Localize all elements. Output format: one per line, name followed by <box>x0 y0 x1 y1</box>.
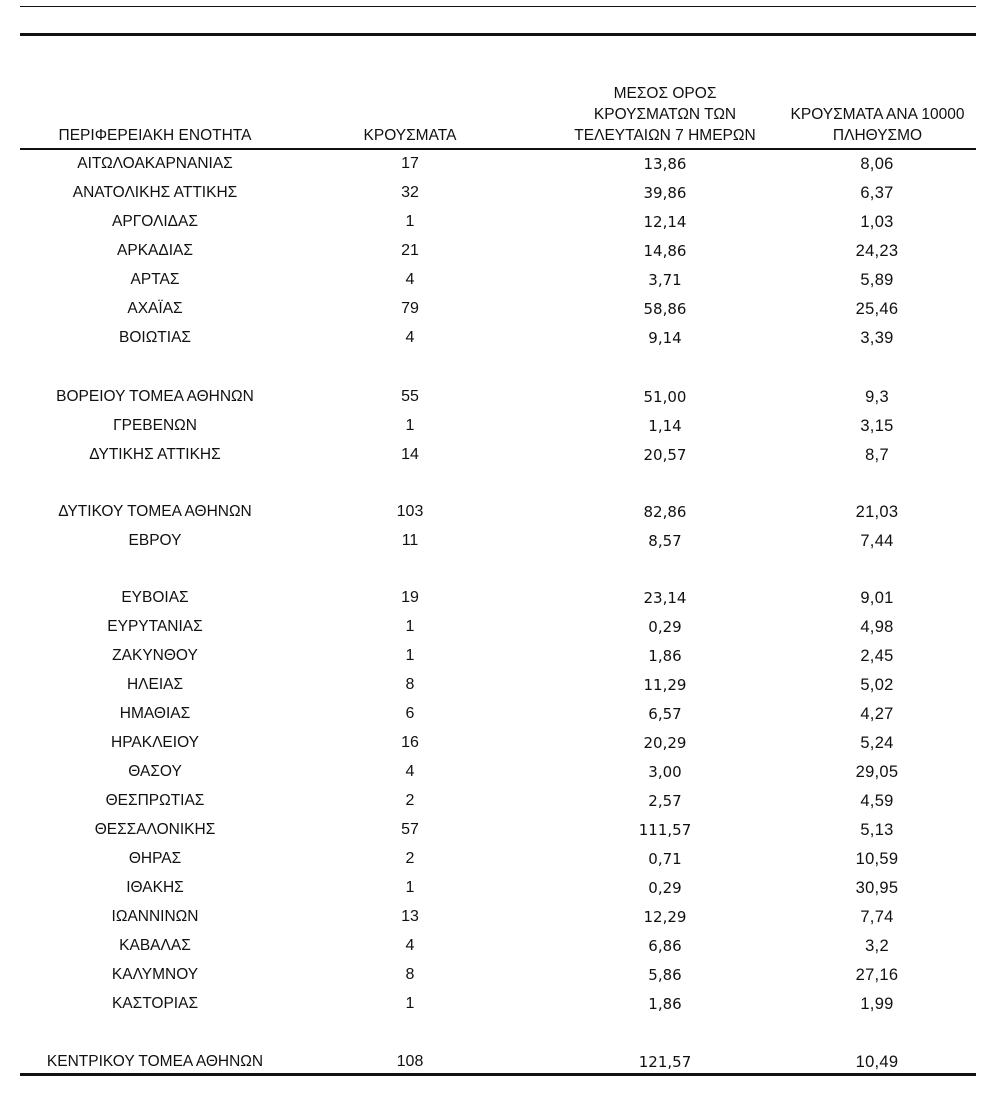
cell-7day-average: 13,86 <box>643 155 687 173</box>
cell-cases-per-10000: 8,06 <box>860 155 894 173</box>
table-row <box>0 642 990 670</box>
cell-cases-per-10000: 27,16 <box>855 966 899 984</box>
cell-region: ΘΗΡΑΣ <box>128 850 182 867</box>
cell-region: ΕΥΡΥΤΑΝΙΑΣ <box>107 618 203 635</box>
cell-region: ΗΡΑΚΛΕΙΟΥ <box>111 734 199 751</box>
table-row <box>0 874 990 902</box>
cell-7day-average: 11,29 <box>643 676 687 694</box>
cell-cases-per-10000: 7,74 <box>860 908 894 926</box>
cell-region: ΗΜΑΘΙΑΣ <box>119 705 191 722</box>
cell-cases-per-10000: 1,99 <box>860 995 894 1013</box>
table-row <box>0 383 990 411</box>
cell-region: ΚΑΛΥΜΝΟΥ <box>111 966 199 983</box>
cell-cases-per-10000: 6,37 <box>860 184 894 202</box>
cell-7day-average: 121,57 <box>638 1053 692 1071</box>
cell-7day-average: 8,57 <box>648 532 682 550</box>
cell-cases: 1 <box>405 618 415 635</box>
cell-region: ΕΥΒΟΙΑΣ <box>121 589 189 606</box>
table-row <box>0 932 990 960</box>
cell-region: ΘΕΣΠΡΩΤΙΑΣ <box>105 792 205 809</box>
cell-region: ΘΑΣΟΥ <box>128 763 182 780</box>
cell-cases: 2 <box>405 792 415 809</box>
header-line: ΚΡΟΥΣΜΑΤΩΝ ΤΩΝ <box>593 106 737 123</box>
cell-cases: 4 <box>405 271 415 288</box>
cell-cases: 2 <box>405 850 415 867</box>
header-line: ΤΕΛΕΥΤΑΙΩΝ 7 ΗΜΕΡΩΝ <box>574 127 756 144</box>
table-row <box>0 700 990 728</box>
cell-7day-average: 6,57 <box>648 705 682 723</box>
cell-region: ΑΡΤΑΣ <box>130 271 180 288</box>
cell-7day-average: 0,29 <box>648 879 682 897</box>
table-row <box>0 150 990 178</box>
cell-region: ΖΑΚΥΝΘΟΥ <box>112 647 198 664</box>
cell-cases-per-10000: 2,45 <box>860 647 894 665</box>
table-row <box>0 208 990 236</box>
cell-cases: 19 <box>401 589 419 606</box>
cell-cases: 16 <box>401 734 419 751</box>
cell-cases: 55 <box>401 388 419 405</box>
cell-7day-average: 6,86 <box>648 937 682 955</box>
table-row <box>0 295 990 323</box>
header-line: ΚΡΟΥΣΜΑΤΑ ΑΝΑ 10000 <box>790 106 965 123</box>
top-thick-rule <box>20 33 976 36</box>
cell-cases-per-10000: 3,15 <box>860 417 894 435</box>
cell-region: ΗΛΕΙΑΣ <box>126 676 184 693</box>
table-row <box>0 412 990 440</box>
cell-region: ΕΒΡΟΥ <box>128 532 182 549</box>
cell-7day-average: 9,14 <box>648 329 682 347</box>
header-line: ΠΛΗΘΥΣΜΟ <box>832 127 923 144</box>
cell-cases-per-10000: 24,23 <box>855 242 899 260</box>
table-row <box>0 613 990 641</box>
cell-cases: 1 <box>405 647 415 664</box>
cell-region: ΚΑΒΑΛΑΣ <box>119 937 191 954</box>
cell-cases: 108 <box>396 1053 424 1070</box>
header-line: ΠΕΡΙΦΕΡΕΙΑΚΗ ΕΝΟΤΗΤΑ <box>58 127 252 144</box>
cell-region: ΑΧΑΪΑΣ <box>127 300 183 317</box>
cell-7day-average: 51,00 <box>643 388 687 406</box>
table-row <box>0 441 990 469</box>
cell-7day-average: 2,57 <box>648 792 682 810</box>
cell-cases: 103 <box>396 503 424 520</box>
top-thin-rule <box>20 6 976 7</box>
table-row <box>0 961 990 989</box>
cell-7day-average: 5,86 <box>648 966 682 984</box>
table-row <box>0 237 990 265</box>
cell-cases: 13 <box>401 908 419 925</box>
cell-cases-per-10000: 4,59 <box>860 792 894 810</box>
cell-7day-average: 82,86 <box>643 503 687 521</box>
cell-region: ΔΥΤΙΚΟΥ ΤΟΜΕΑ ΑΘΗΝΩΝ <box>58 503 252 520</box>
cell-cases: 1 <box>405 995 415 1012</box>
table-row <box>0 266 990 294</box>
cell-cases-per-10000: 5,24 <box>860 734 894 752</box>
cell-cases-per-10000: 3,2 <box>865 937 889 955</box>
cell-cases: 4 <box>405 763 415 780</box>
cell-cases-per-10000: 3,39 <box>860 329 894 347</box>
table-row <box>0 527 990 555</box>
cell-7day-average: 0,71 <box>648 850 682 868</box>
cell-7day-average: 23,14 <box>643 589 687 607</box>
cell-7day-average: 1,14 <box>648 417 682 435</box>
cell-region: ΑΙΤΩΛΟΑΚΑΡΝΑΝΙΑΣ <box>77 155 233 172</box>
cell-cases-per-10000: 9,01 <box>860 589 894 607</box>
cell-cases: 17 <box>401 155 419 172</box>
cell-7day-average: 12,14 <box>643 213 687 231</box>
cell-cases: 79 <box>401 300 419 317</box>
cell-cases: 11 <box>401 532 419 549</box>
cell-7day-average: 3,00 <box>648 763 682 781</box>
cell-cases: 21 <box>401 242 419 259</box>
table-row <box>0 671 990 699</box>
cell-cases: 1 <box>405 213 415 230</box>
cell-cases: 4 <box>405 937 415 954</box>
table-row <box>0 729 990 757</box>
table-row <box>0 584 990 612</box>
cell-cases: 32 <box>401 184 419 201</box>
header-line: ΚΡΟΥΣΜΑΤΑ <box>363 127 457 144</box>
cell-cases-per-10000: 5,89 <box>860 271 894 289</box>
cell-region: ΑΡΓΟΛΙΔΑΣ <box>112 213 198 230</box>
cell-cases: 14 <box>401 446 419 463</box>
cell-7day-average: 0,29 <box>648 618 682 636</box>
cell-cases-per-10000: 9,3 <box>865 388 889 406</box>
header-line: ΜΕΣΟΣ ΟΡΟΣ <box>613 85 717 102</box>
cell-cases: 57 <box>401 821 419 838</box>
cell-7day-average: 1,86 <box>648 995 682 1013</box>
header-region <box>20 125 290 146</box>
cell-cases-per-10000: 30,95 <box>855 879 899 897</box>
cell-region: ΑΡΚΑΔΙΑΣ <box>117 242 193 259</box>
table-row <box>0 324 990 352</box>
cell-cases-per-10000: 4,98 <box>860 618 894 636</box>
cell-region: ΙΘΑΚΗΣ <box>126 879 184 896</box>
header-cases <box>340 125 480 146</box>
cell-region: ΒΟΙΩΤΙΑΣ <box>119 329 191 346</box>
cell-cases-per-10000: 7,44 <box>860 532 894 550</box>
cell-cases-per-10000: 29,05 <box>855 763 899 781</box>
table-row <box>0 903 990 931</box>
cell-region: ΒΟΡΕΙΟΥ ΤΟΜΕΑ ΑΘΗΝΩΝ <box>56 388 254 405</box>
cell-region: ΚΕΝΤΡΙΚΟΥ ΤΟΜΕΑ ΑΘΗΝΩΝ <box>46 1053 264 1070</box>
cell-cases-per-10000: 10,59 <box>855 850 899 868</box>
header-cases-per-10000 <box>765 104 990 146</box>
cell-cases: 6 <box>405 705 415 722</box>
table-row <box>0 990 990 1018</box>
cell-cases-per-10000: 25,46 <box>855 300 899 318</box>
cell-cases: 8 <box>405 676 415 693</box>
cell-cases-per-10000: 5,13 <box>860 821 894 839</box>
cell-cases: 1 <box>405 879 415 896</box>
cell-cases-per-10000: 8,7 <box>865 446 889 464</box>
table-row <box>0 845 990 873</box>
cell-7day-average: 20,57 <box>643 446 687 464</box>
cell-region: ΑΝΑΤΟΛΙΚΗΣ ΑΤΤΙΚΗΣ <box>72 184 238 201</box>
cell-7day-average: 111,57 <box>638 821 692 839</box>
cell-cases: 8 <box>405 966 415 983</box>
cell-cases-per-10000: 1,03 <box>860 213 894 231</box>
cell-region: ΘΕΣΣΑΛΟΝΙΚΗΣ <box>94 821 216 838</box>
table-row <box>0 498 990 526</box>
cell-7day-average: 39,86 <box>643 184 687 202</box>
cell-cases-per-10000: 21,03 <box>855 503 899 521</box>
cell-cases-per-10000: 4,27 <box>860 705 894 723</box>
table-header <box>0 40 990 146</box>
cell-region: ΔΥΤΙΚΗΣ ΑΤΤΙΚΗΣ <box>89 446 221 463</box>
cell-7day-average: 3,71 <box>648 271 682 289</box>
table-row <box>0 1048 990 1076</box>
cell-region: ΙΩΑΝΝΙΝΩΝ <box>111 908 199 925</box>
cell-7day-average: 1,86 <box>648 647 682 665</box>
table-row <box>0 787 990 815</box>
cell-region: ΓΡΕΒΕΝΩΝ <box>113 417 197 434</box>
table-row <box>0 179 990 207</box>
table-row <box>0 758 990 786</box>
cell-7day-average: 12,29 <box>643 908 687 926</box>
cell-7day-average: 58,86 <box>643 300 687 318</box>
header-7day-average <box>550 83 780 146</box>
bottom-rule <box>20 1073 976 1076</box>
cell-region: ΚΑΣΤΟΡΙΑΣ <box>111 995 199 1012</box>
cell-cases: 1 <box>405 417 415 434</box>
cell-cases: 4 <box>405 329 415 346</box>
cell-cases-per-10000: 10,49 <box>855 1053 899 1071</box>
cell-7day-average: 14,86 <box>643 242 687 260</box>
cell-7day-average: 20,29 <box>643 734 687 752</box>
table-row <box>0 816 990 844</box>
cell-cases-per-10000: 5,02 <box>860 676 894 694</box>
